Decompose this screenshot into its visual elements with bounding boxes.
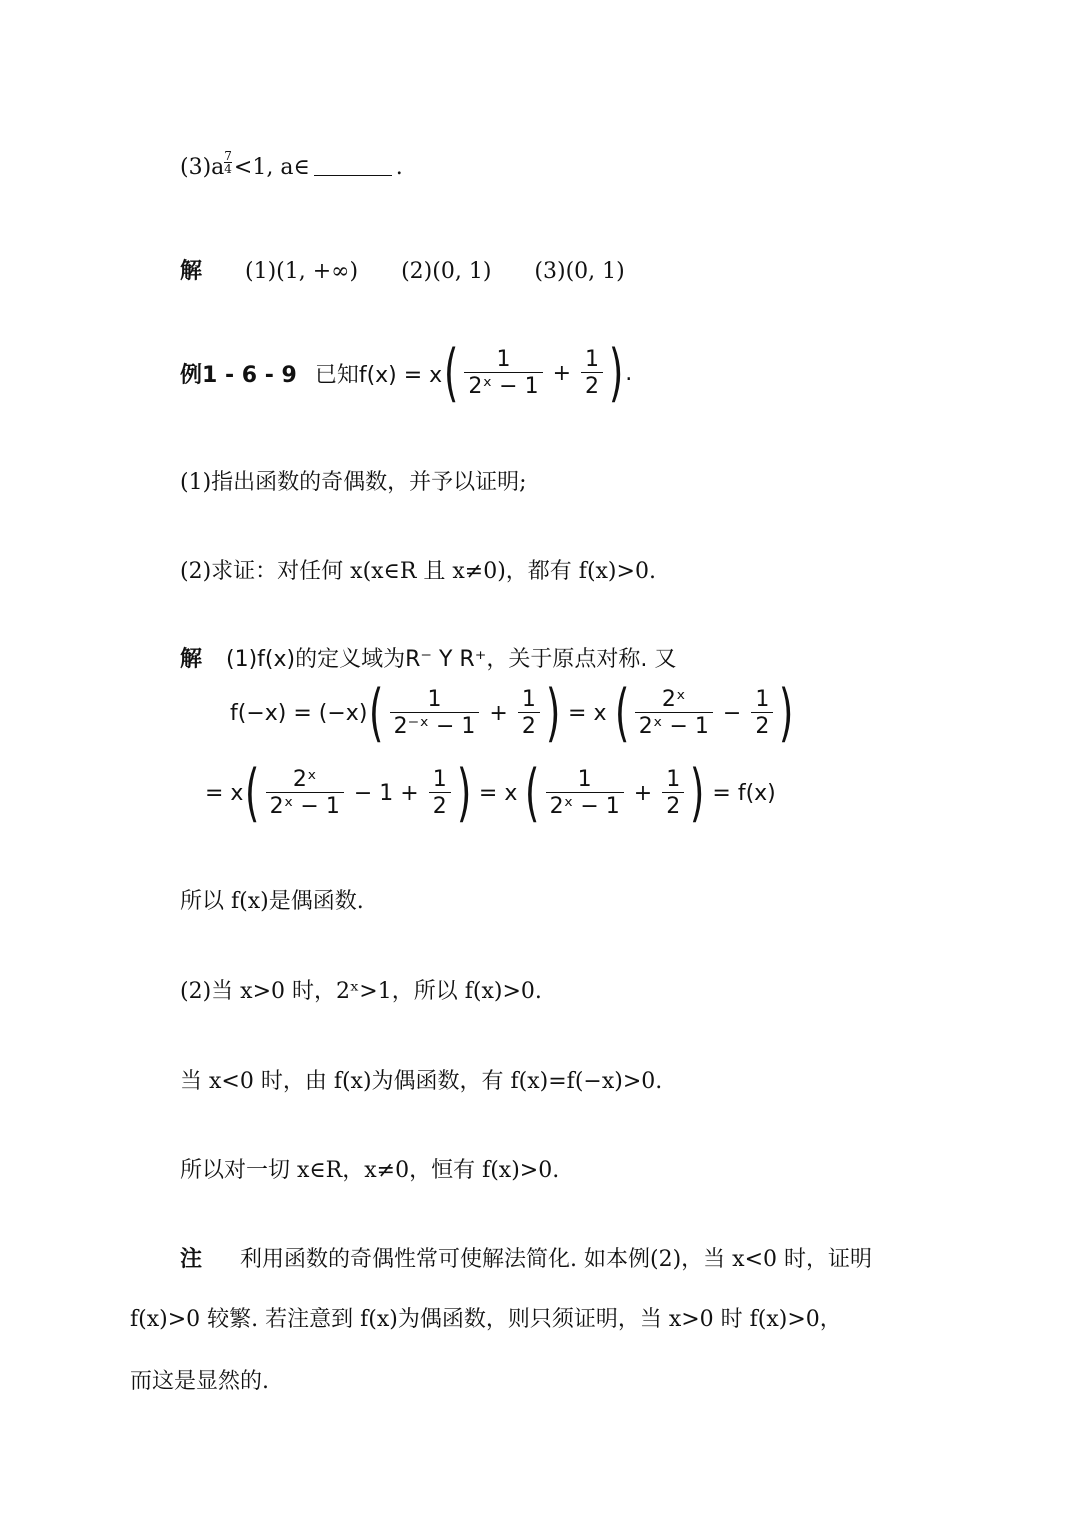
note-label: 注 xyxy=(180,1246,203,1272)
note-line-1: 注 利用函数的奇偶性常可使解法简化. 如本例(2)，当 x<0 时，证明 xyxy=(180,1246,872,1272)
proof-line-3: 当 x<0 时，由 f(x)为偶函数，有 f(x)=f(−x)>0. xyxy=(180,1069,663,1094)
solution-label: 解 xyxy=(180,647,203,672)
equation-1: f(−x) = (−x) ( $\frac{1}{\text{2⁻ˣ − 1}}$ + $\frac{1}{2}$ ) = x ( $\frac{\text{2ˣ}}{\text{2ˣ − 1}}$ − $\frac{1}{2}$ ) xyxy=(230,676,794,749)
proof-line-4: 所以对一切 x∈R，x≠0，恒有 f(x)>0. xyxy=(180,1158,560,1183)
part-1: (1)指出函数的奇偶数，并予以证明; xyxy=(180,470,527,495)
note-line-2: f(x)>0 较繁. 若注意到 f(x)为偶函数，则只须证明，当 x>0 时 f(x)>0， xyxy=(130,1307,842,1332)
answer-line xyxy=(180,254,625,285)
part-2: (2)求证：对任何 x(x∈R 且 x≠0)，都有 f(x)>0. xyxy=(180,559,656,584)
q3-relation: <1, a∈ xyxy=(233,155,310,180)
example-fraction-1: $\frac{1}{\text{2ˣ − 1}}$ xyxy=(464,348,542,398)
example-fraction-2: $\frac{1}{2}$ xyxy=(581,348,603,398)
conclusion-1: 所以 f(x)是偶函数. xyxy=(180,889,364,914)
answer-blank xyxy=(314,157,392,176)
example-known: 已知f(x) = x xyxy=(314,362,443,388)
q3-exponent: $\frac{7}{4}$ xyxy=(224,149,232,176)
solution-heading xyxy=(180,642,676,673)
example-heading: 例1 - 6 - 9 已知f(x) = x ( $\frac{1}{\text{2ˣ − 1}}$ + $\frac{1}{2}$ ) . xyxy=(180,336,633,409)
example-label: 例1 - 6 - 9 xyxy=(180,362,297,388)
answer-label: 解 xyxy=(180,258,203,284)
equation-2: = x ( $\frac{\text{2ˣ}}{\text{2ˣ − 1}}$ − 1 + $\frac{1}{2}$ ) = x ( $\frac{1}{\text{2ˣ − 1}}$ + $\frac{1}{2}$ ) = f(x) xyxy=(205,756,776,829)
answer-1: (1)(1, +∞) xyxy=(245,259,359,284)
answer-2: (2)(0, 1) xyxy=(401,259,492,284)
proof-line-2: (2)当 x>0 时，2ˣ>1，所以 f(x)>0. xyxy=(180,979,542,1004)
answer-3: (3)(0, 1) xyxy=(534,259,625,284)
q3-prefix: (3)a xyxy=(180,155,225,180)
note-line-3: 而这是显然的. xyxy=(130,1369,269,1394)
question-3: (3)a $\frac{7}{4}$ <1, a∈ . xyxy=(180,149,403,180)
solution-text: (1)f(x)的定义域为R⁻ Y R⁺，关于原点对称. 又 xyxy=(226,647,677,672)
